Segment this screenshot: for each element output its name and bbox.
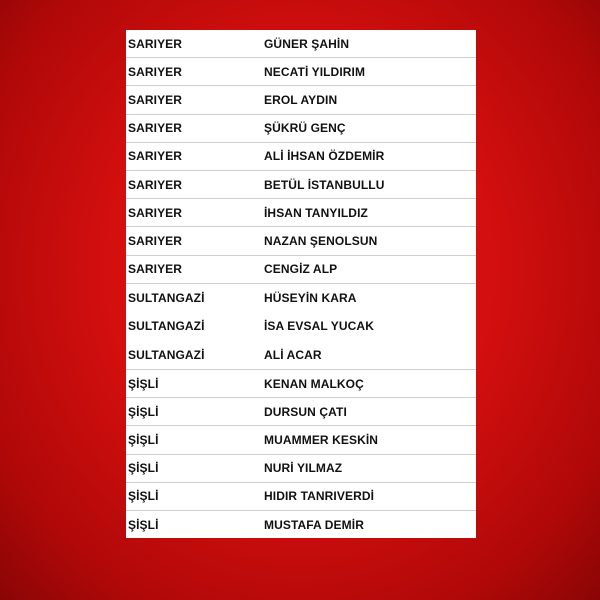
candidate-name-cell: İHSAN TANYILDIZ bbox=[264, 205, 368, 220]
list-row bbox=[126, 30, 476, 58]
candidate-name-cell: BETÜL İSTANBULLU bbox=[264, 177, 385, 192]
district-cell: SULTANGAZİ bbox=[128, 347, 205, 362]
candidate-name-cell: ALİ İHSAN ÖZDEMİR bbox=[264, 149, 385, 164]
district-cell: ŞİŞLİ bbox=[128, 404, 159, 419]
list-row bbox=[126, 86, 476, 114]
list-row bbox=[126, 58, 476, 86]
list-row bbox=[126, 284, 476, 312]
list-row bbox=[126, 511, 476, 539]
candidate-name-cell: KENAN MALKOÇ bbox=[264, 376, 364, 391]
candidate-list-sheet bbox=[126, 30, 476, 538]
district-cell: SARIYER bbox=[128, 177, 183, 192]
list-row bbox=[126, 483, 476, 511]
list-row bbox=[126, 199, 476, 227]
district-cell: SARIYER bbox=[128, 233, 183, 248]
candidate-name-cell: NAZAN ŞENOLSUN bbox=[264, 233, 378, 248]
district-cell: ŞİŞLİ bbox=[128, 376, 159, 391]
candidate-name-cell: ALİ ACAR bbox=[264, 347, 322, 362]
list-row bbox=[126, 171, 476, 199]
candidate-name-cell: MUAMMER KESKİN bbox=[264, 433, 379, 448]
district-cell: ŞİŞLİ bbox=[128, 461, 159, 476]
candidate-name-cell: GÜNER ŞAHİN bbox=[264, 36, 350, 51]
district-cell: SARIYER bbox=[128, 205, 183, 220]
list-row bbox=[126, 115, 476, 143]
district-cell: SARIYER bbox=[128, 64, 183, 79]
district-cell: SARIYER bbox=[128, 262, 183, 277]
candidate-name-cell: DURSUN ÇATI bbox=[264, 404, 347, 419]
district-cell: SARIYER bbox=[128, 36, 183, 51]
list-row bbox=[126, 426, 476, 454]
candidate-name-cell: EROL AYDIN bbox=[264, 92, 338, 107]
list-row bbox=[126, 227, 476, 255]
list-row bbox=[126, 340, 476, 370]
candidate-name-cell: MUSTAFA DEMİR bbox=[264, 518, 364, 533]
candidate-name-cell: NURİ YILMAZ bbox=[264, 461, 343, 476]
district-cell: SARIYER bbox=[128, 149, 183, 164]
candidate-name-cell: NECATİ YILDIRIM bbox=[264, 64, 366, 79]
district-cell: ŞİŞLİ bbox=[128, 518, 159, 533]
candidate-name-cell: ŞÜKRÜ GENÇ bbox=[264, 121, 346, 136]
district-cell: ŞİŞLİ bbox=[128, 489, 159, 504]
list-row bbox=[126, 256, 476, 284]
list-row bbox=[126, 455, 476, 483]
candidate-name-cell: HIDIR TANRIVERDİ bbox=[264, 489, 375, 504]
candidate-name-cell: CENGİZ ALP bbox=[264, 262, 338, 277]
list-row bbox=[126, 398, 476, 426]
district-cell: SARIYER bbox=[128, 92, 183, 107]
candidate-name-cell: HÜSEYİN KARA bbox=[264, 290, 357, 305]
candidate-name-cell: İSA EVSAL YUCAK bbox=[264, 318, 374, 333]
district-cell: SARIYER bbox=[128, 121, 183, 136]
list-row bbox=[126, 143, 476, 171]
district-cell: SULTANGAZİ bbox=[128, 290, 205, 305]
list-row bbox=[126, 312, 476, 340]
district-cell: ŞİŞLİ bbox=[128, 433, 159, 448]
list-row bbox=[126, 370, 476, 398]
district-cell: SULTANGAZİ bbox=[128, 318, 205, 333]
